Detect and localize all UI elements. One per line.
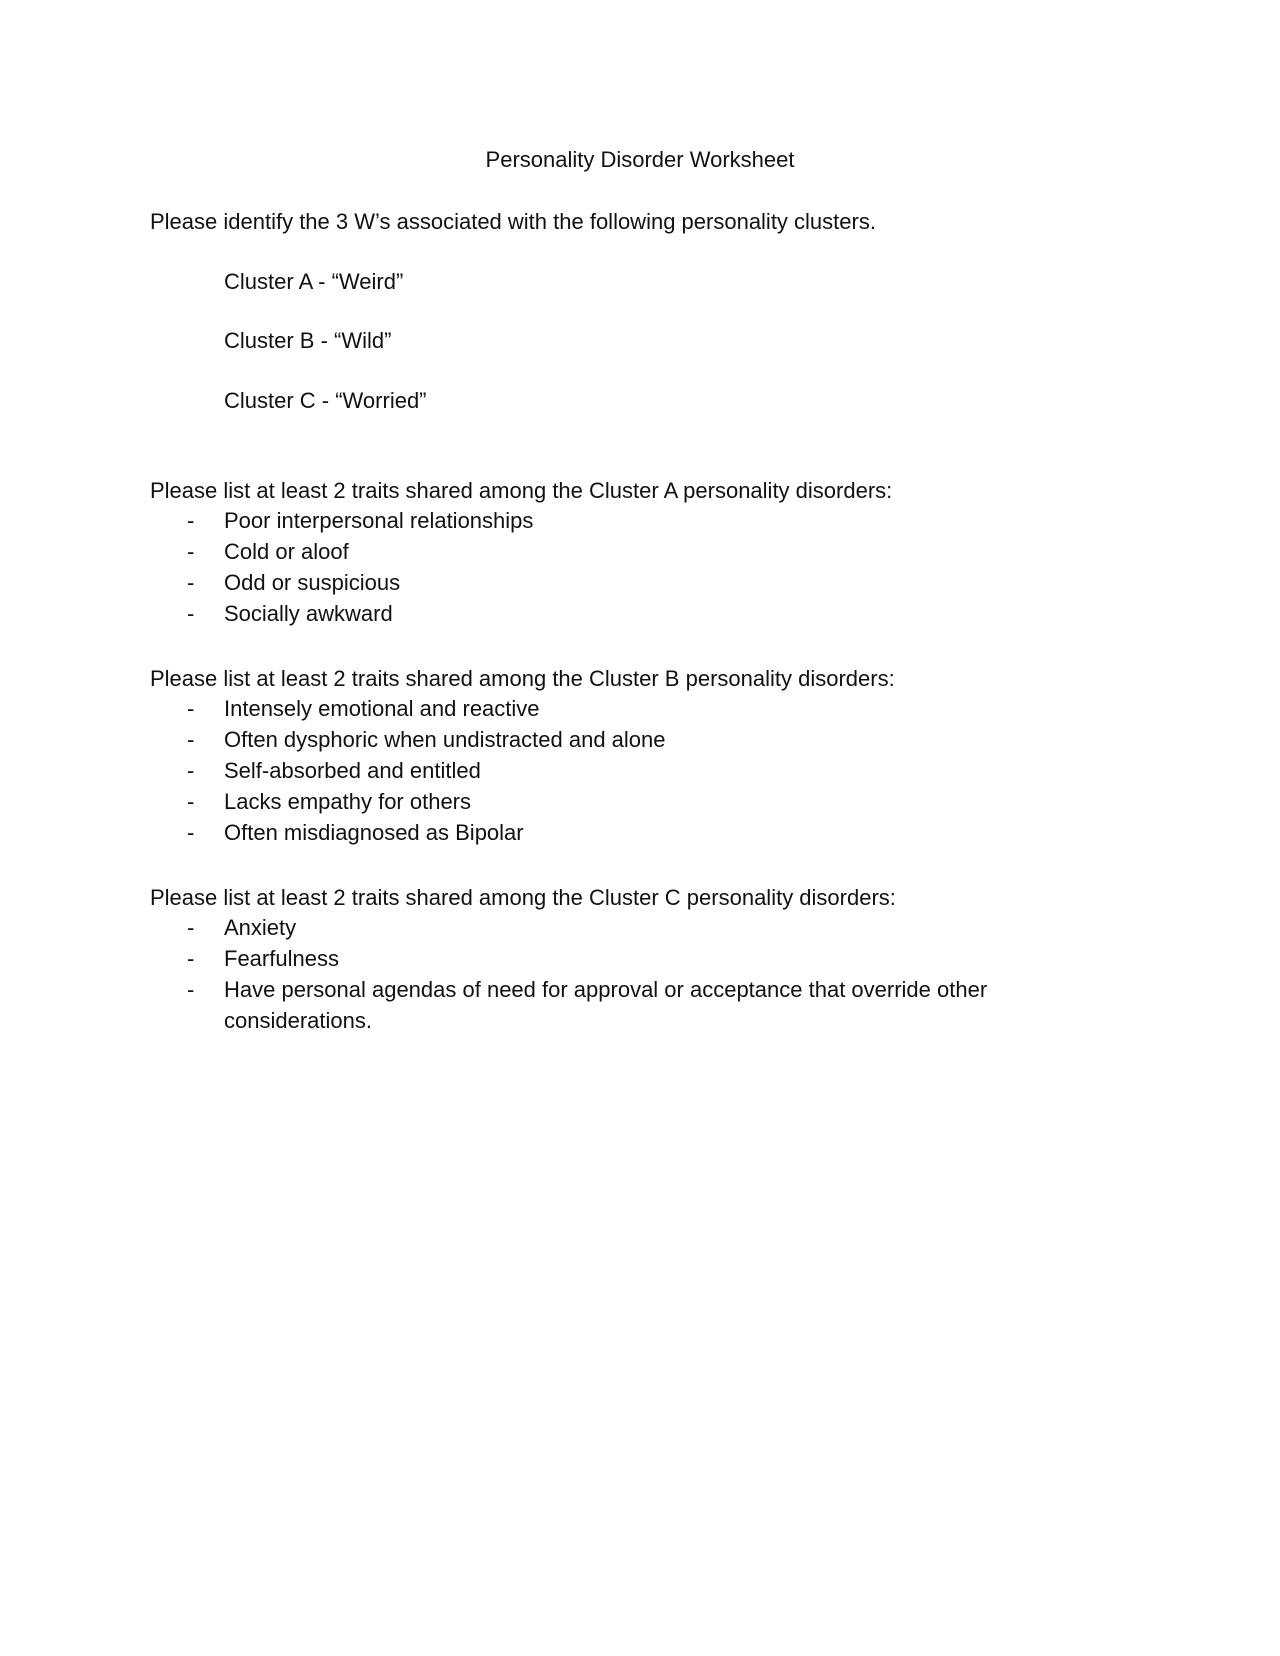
intro-instruction: Please identify the 3 W’s associated with the following personality clusters. bbox=[150, 209, 876, 234]
cluster-b-trait-list bbox=[150, 693, 1050, 848]
cluster-a-traits-heading: Please list at least 2 traits shared among the Cluster A personality disorders: bbox=[150, 478, 893, 503]
list-item bbox=[150, 724, 1050, 755]
trait-text: Have personal agendas of need for approval or acceptance that override other considerations. bbox=[224, 977, 988, 1033]
list-item bbox=[150, 755, 1050, 786]
trait-text: Lacks empathy for others bbox=[224, 789, 472, 814]
trait-text: Poor interpersonal relationships bbox=[224, 508, 534, 533]
trait-text: Cold or aloof bbox=[224, 539, 349, 564]
dash-bullet-icon: - bbox=[187, 570, 195, 595]
cluster-a-trait-list bbox=[150, 505, 1050, 629]
dash-bullet-icon: - bbox=[187, 508, 195, 533]
cluster-c-trait-list bbox=[150, 912, 1050, 1036]
list-item bbox=[150, 505, 1050, 536]
trait-text: Intensely emotional and reactive bbox=[224, 696, 540, 721]
cluster-b-traits-section bbox=[150, 665, 1050, 848]
list-item bbox=[150, 943, 1050, 974]
dash-bullet-icon: - bbox=[187, 696, 195, 721]
list-item bbox=[150, 567, 1050, 598]
trait-text: Socially awkward bbox=[224, 601, 393, 626]
list-item bbox=[150, 693, 1050, 724]
dash-bullet-icon: - bbox=[187, 946, 195, 971]
list-item bbox=[150, 912, 1050, 943]
list-item bbox=[150, 817, 1050, 848]
dash-bullet-icon: - bbox=[187, 789, 195, 814]
cluster-b-traits-heading: Please list at least 2 traits shared among the Cluster B personality disorders: bbox=[150, 666, 895, 691]
trait-text: Anxiety bbox=[224, 915, 297, 940]
cluster-c-traits-heading: Please list at least 2 traits shared among the Cluster C personality disorders: bbox=[150, 885, 896, 910]
cluster-a-traits-section bbox=[150, 477, 1050, 629]
dash-bullet-icon: - bbox=[187, 601, 195, 626]
trait-text: Fearfulness bbox=[224, 946, 339, 971]
trait-text: Odd or suspicious bbox=[224, 570, 401, 595]
page-title: Personality Disorder Worksheet bbox=[485, 147, 795, 172]
trait-text: Self-absorbed and entitled bbox=[224, 758, 481, 783]
dash-bullet-icon: - bbox=[187, 727, 195, 752]
list-item bbox=[150, 536, 1050, 567]
dash-bullet-icon: - bbox=[187, 539, 195, 564]
list-item bbox=[150, 786, 1050, 817]
dash-bullet-icon: - bbox=[187, 915, 195, 940]
cluster-a-label: Cluster A - “Weird” bbox=[224, 269, 404, 294]
cluster-c-label: Cluster C - “Worried” bbox=[224, 388, 427, 413]
cluster-c-traits-section bbox=[150, 884, 1050, 1036]
dash-bullet-icon: - bbox=[187, 758, 195, 783]
trait-text: Often dysphoric when undistracted and alone bbox=[224, 727, 666, 752]
list-item bbox=[150, 974, 1050, 1036]
list-item bbox=[150, 598, 1050, 629]
cluster-b-label: Cluster B - “Wild” bbox=[224, 328, 392, 353]
trait-text: Often misdiagnosed as Bipolar bbox=[224, 820, 524, 845]
dash-bullet-icon: - bbox=[187, 977, 195, 1002]
dash-bullet-icon: - bbox=[187, 820, 195, 845]
